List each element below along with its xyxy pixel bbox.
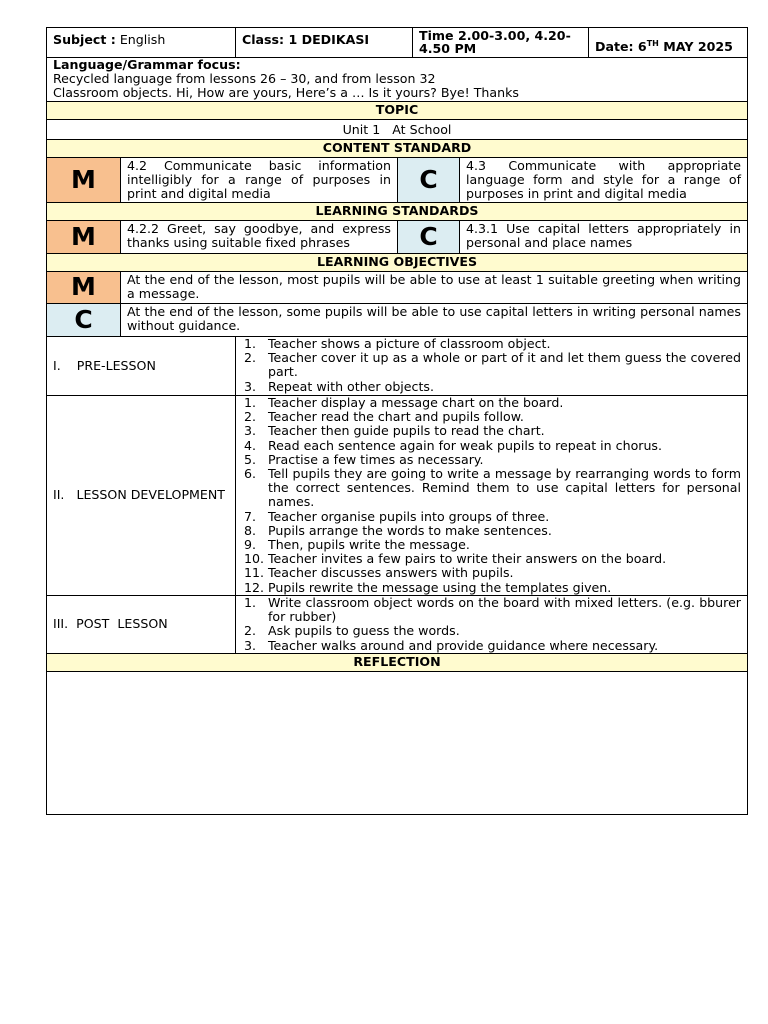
subject-value: English (119, 32, 166, 47)
stage-steps (235, 337, 747, 395)
class-cell: Class: 1 DEDIKASI (235, 28, 412, 57)
learning-standard-complementary: 4.3.1 Use capital letters appropriately in personal and place names (459, 221, 747, 253)
date-suffix: MAY 2025 (658, 39, 733, 54)
content-standard-row (47, 157, 747, 202)
content-standard-complementary: 4.3 Communicate with appropriate language form and style for a range of purposes in print and digital media (459, 158, 747, 202)
step-text: Practise a few times as necessary. (268, 451, 484, 467)
list-item (244, 624, 741, 638)
date-cell (588, 28, 747, 57)
objective-complementary-text: At the end of the lesson, some pupils will be able to use capital letters in writing personal names without guidance. (120, 304, 747, 336)
reflection-heading-row (47, 653, 747, 671)
step-number: 12. (244, 579, 265, 595)
step-text: Teacher walks around and provide guidance where necessary. (268, 637, 659, 653)
complementary-skill-badge: C (47, 304, 120, 336)
list-item (244, 337, 741, 351)
topic-value: Unit 1 At School (342, 122, 452, 137)
steps-list (244, 337, 741, 394)
header-row (47, 28, 747, 57)
complementary-skill-badge: C (397, 221, 459, 253)
focus-line-2: Classroom objects. Hi, How are yours, Here’s a … Is it yours? Bye! Thanks (53, 85, 519, 101)
topic-heading: TOPIC (47, 102, 747, 119)
step-text: Teacher display a message chart on the board. (268, 395, 564, 410)
content-standard-heading-row (47, 139, 747, 157)
list-item (244, 639, 741, 653)
step-number: 6. (244, 466, 257, 482)
learning-objectives-heading-row (47, 253, 747, 271)
list-item (244, 510, 741, 524)
reflection-row (47, 671, 747, 814)
learning-standard-main: 4.2.2 Greet, say goodbye, and express thanks using suitable fixed phrases (120, 221, 397, 253)
topic-row (47, 119, 747, 139)
step-text: Pupils arrange the words to make sentences. (268, 522, 552, 538)
step-number: 8. (244, 522, 257, 538)
main-skill-badge: M (47, 272, 120, 303)
complementary-skill-badge: C (397, 158, 459, 202)
focus-row (47, 57, 747, 101)
date-prefix: Date: 6 (595, 39, 647, 54)
subject-label: Subject : (53, 32, 116, 47)
step-number: 3. (244, 637, 257, 653)
step-number: 2. (244, 350, 257, 366)
step-text: Teacher shows a picture of classroom object. (268, 336, 551, 351)
content-standard-main: 4.2 Communicate basic information intelligibly for a range of purposes in print and digital media (120, 158, 397, 202)
step-number: 2. (244, 623, 257, 639)
subject-cell (47, 28, 235, 57)
step-number: 1. (244, 395, 257, 410)
list-item (244, 424, 741, 438)
steps-list (244, 396, 741, 595)
learning-standards-heading-row (47, 202, 747, 220)
step-number: 2. (244, 409, 257, 425)
post-lesson-row (47, 595, 747, 653)
list-item (244, 396, 741, 410)
step-text: Pupils rewrite the message using the templates given. (268, 579, 612, 595)
list-item (244, 467, 741, 510)
time-cell: Time 2.00-3.00, 4.20-4.50 PM (412, 28, 588, 57)
step-text: Read each sentence again for weak pupils to repeat in chorus. (268, 437, 662, 453)
lesson-plan-table (46, 27, 748, 815)
list-item (244, 453, 741, 467)
focus-line-1: Recycled language from lessons 26 – 30, and from lesson 32 (53, 71, 436, 87)
steps-list (244, 596, 741, 653)
stage-label: III. POST LESSON (53, 616, 168, 632)
content-standard-heading: CONTENT STANDARD (47, 140, 747, 157)
reflection-heading: REFLECTION (47, 654, 747, 671)
step-text: Teacher organise pupils into groups of three. (268, 508, 550, 524)
step-number: 1. (244, 336, 257, 351)
step-number: 3. (244, 423, 257, 439)
step-text: Teacher cover it up as a whole or part of it and let them guess the covered part. (268, 350, 741, 380)
pre-lesson-row (47, 336, 747, 395)
list-item (244, 538, 741, 552)
list-item (244, 410, 741, 424)
main-skill-badge: M (47, 158, 120, 202)
step-number: 3. (244, 378, 257, 394)
step-number: 10. (244, 551, 265, 567)
objective-complementary-row (47, 303, 747, 336)
step-number: 5. (244, 451, 257, 467)
stage-steps (235, 396, 747, 595)
reflection-body (47, 672, 747, 814)
objective-main-row (47, 271, 747, 303)
learning-standards-row (47, 220, 747, 253)
list-item (244, 596, 741, 624)
step-text: Repeat with other objects. (268, 378, 434, 394)
stage-label: I. PRE-LESSON (53, 357, 156, 373)
step-number: 1. (244, 595, 257, 610)
stage-label: II. LESSON DEVELOPMENT (53, 487, 225, 503)
list-item (244, 552, 741, 566)
step-text: Then, pupils write the message. (268, 537, 470, 553)
step-text: Teacher discusses answers with pupils. (268, 565, 514, 581)
step-text: Teacher read the chart and pupils follow. (268, 409, 524, 425)
stage-steps (235, 596, 747, 653)
list-item (244, 524, 741, 538)
list-item (244, 351, 741, 379)
step-text: Teacher then guide pupils to read the chart. (268, 423, 545, 439)
learning-objectives-heading: LEARNING OBJECTIVES (47, 254, 747, 271)
step-text: Ask pupils to guess the words. (268, 623, 460, 639)
main-skill-badge: M (47, 221, 120, 253)
step-number: 11. (244, 565, 265, 581)
focus-label: Language/Grammar focus: (53, 57, 241, 72)
lesson-development-row (47, 395, 747, 595)
topic-heading-row (47, 101, 747, 119)
objective-main-text: At the end of the lesson, most pupils will be able to use at least 1 suitable greeting when writing a message. (120, 272, 747, 303)
step-number: 9. (244, 537, 257, 553)
list-item (244, 380, 741, 394)
list-item (244, 581, 741, 595)
step-text: Write classroom object words on the board with mixed letters. (e.g. bburer for rubber) (268, 595, 741, 625)
list-item (244, 566, 741, 580)
learning-standards-heading: LEARNING STANDARDS (47, 203, 747, 220)
step-text: Teacher invites a few pairs to write their answers on the board. (268, 551, 667, 567)
focus-cell (47, 58, 747, 101)
step-number: 7. (244, 508, 257, 524)
step-text: Tell pupils they are going to write a message by rearranging words to form the correct sentences. Remind them to use capital letters for personal names. (268, 466, 741, 510)
list-item (244, 439, 741, 453)
date-ordinal: TH (646, 38, 659, 48)
step-number: 4. (244, 437, 257, 453)
